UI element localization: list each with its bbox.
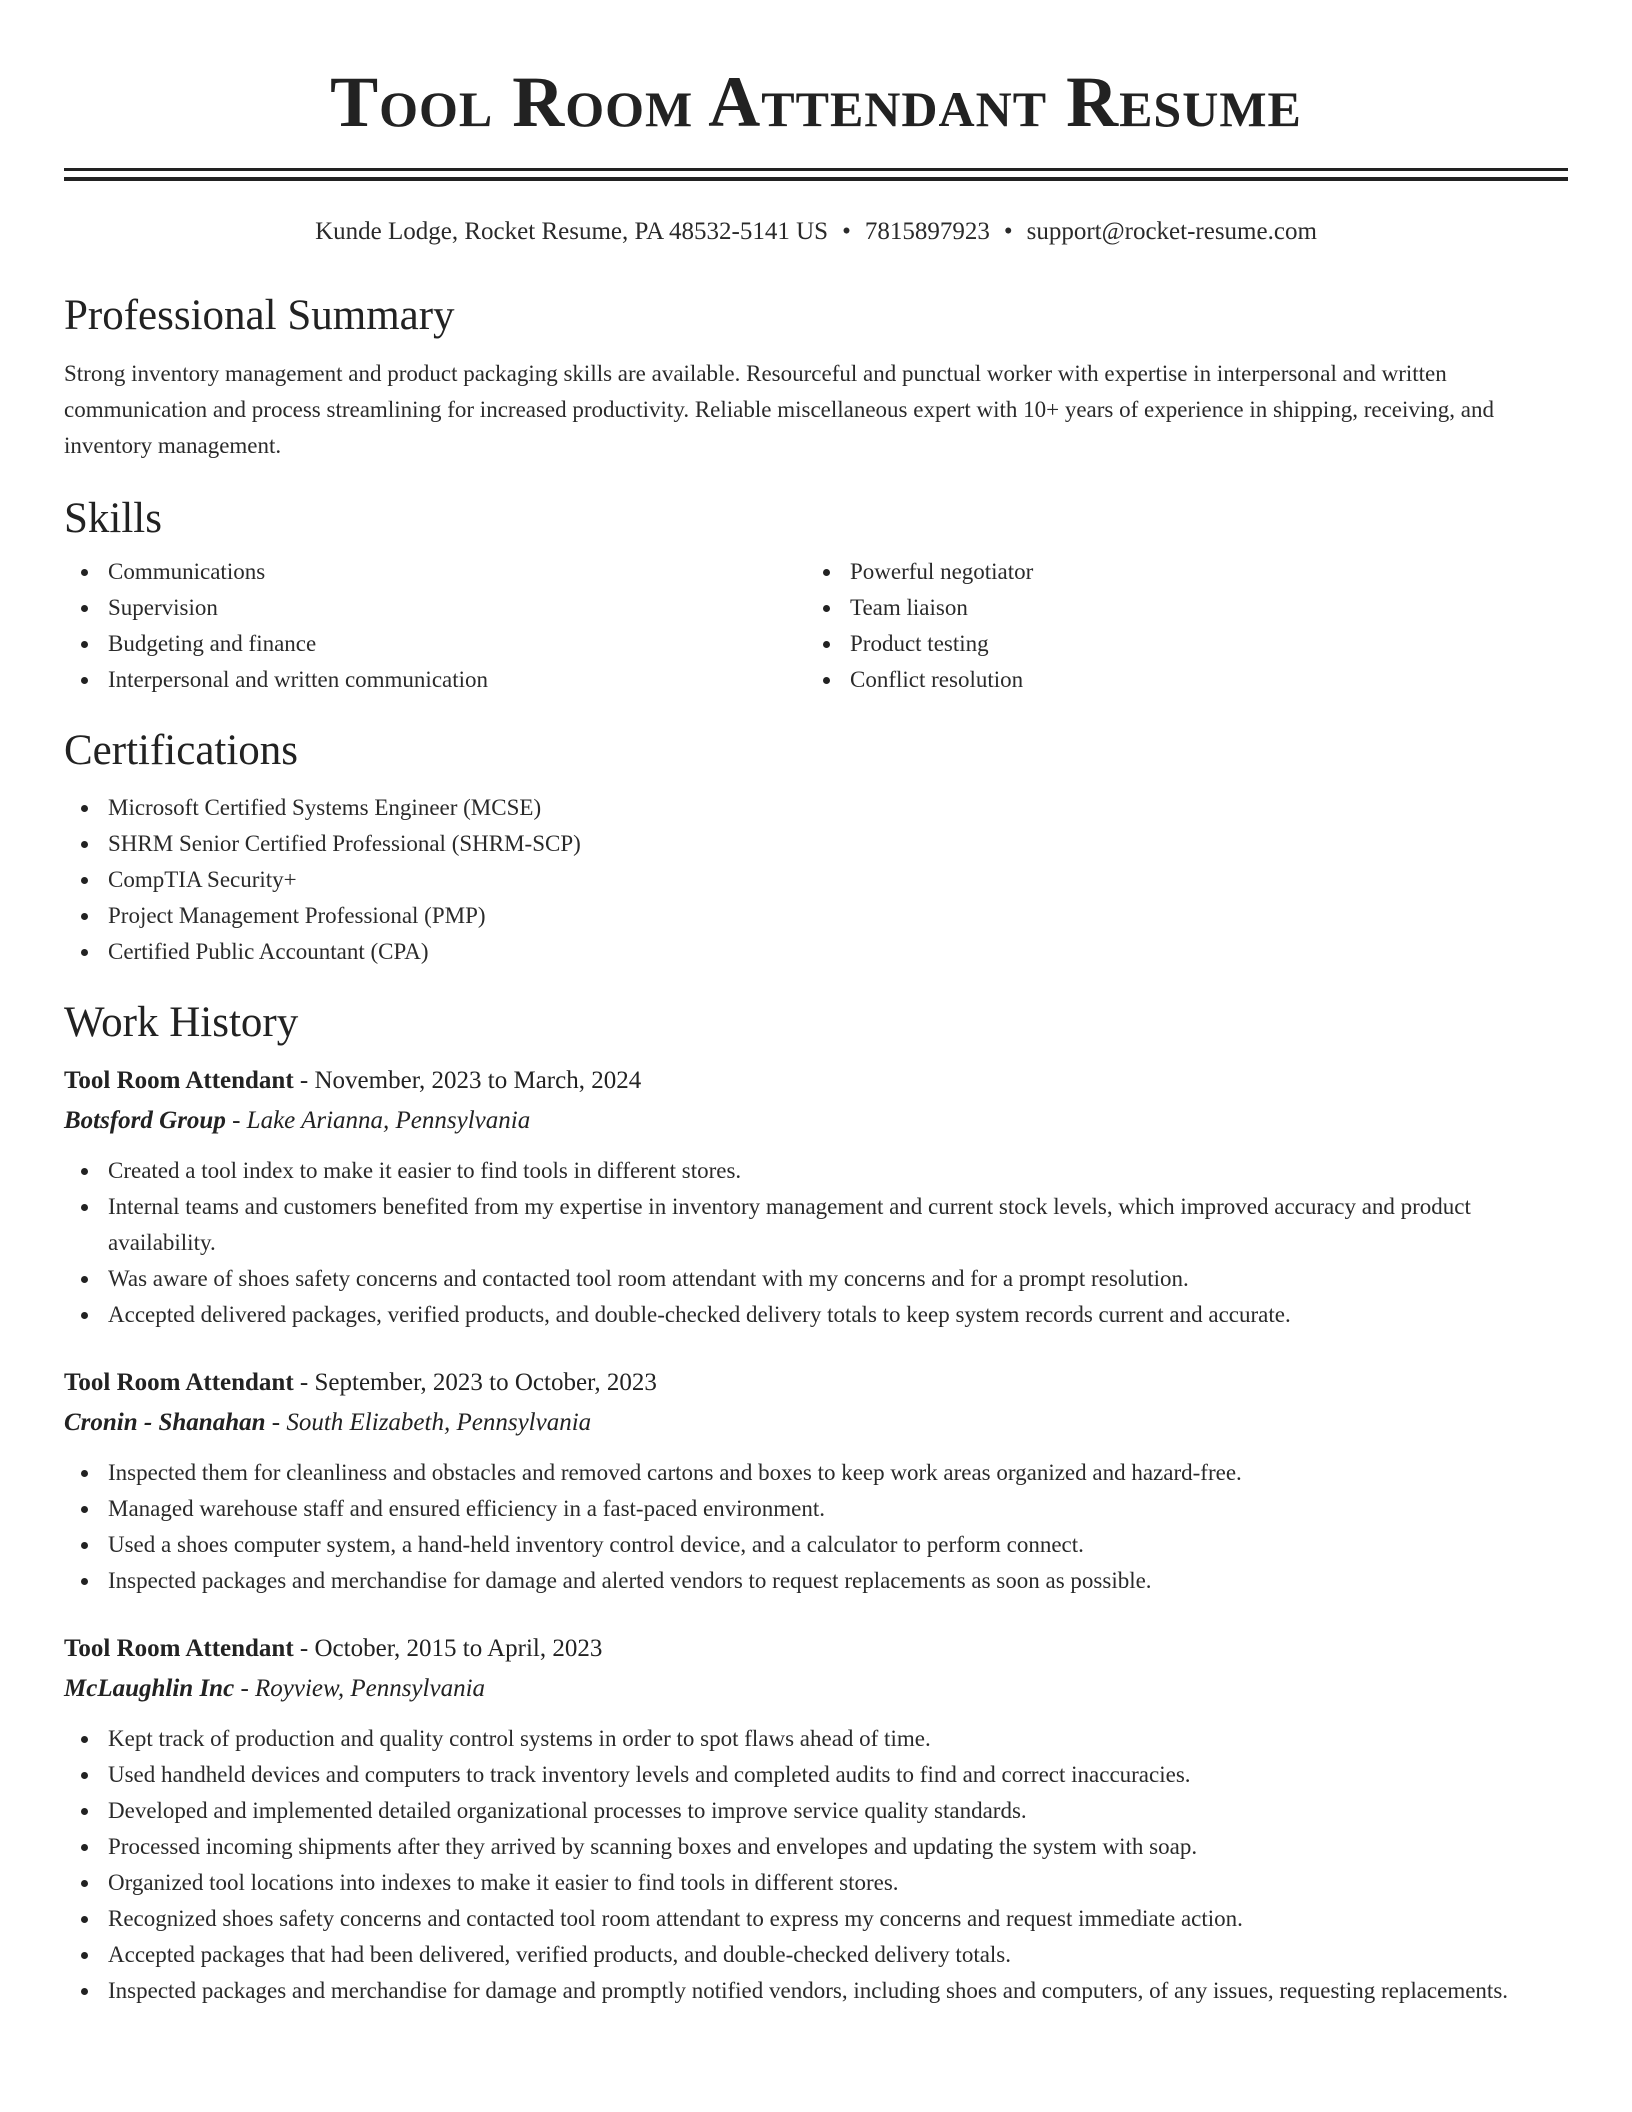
job-title-line [64,1061,1568,1101]
company-name: Botsford Group [64,1107,226,1134]
job-bullets [64,1153,1568,1333]
contact-email: support@rocket-resume.com [1026,218,1317,245]
contact-separator: • [1003,218,1013,245]
job-bullet: Created a tool index to make it easier to find tools in different stores. [64,1153,1568,1189]
job-bullet: Inspected packages and merchandise for damage and alerted vendors to request replacements as soon as possible. [64,1563,1568,1599]
job-bullets [64,1455,1568,1599]
summary-text: Strong inventory management and product packaging skills are available. Resourceful and punctual worker with expertise in interpersonal and written communication and process streamlining for increased productivity. Reliable miscellaneous expert with 10+ years of experience in shipping, receiving, and inventory management. [64,361,1495,458]
title-rule-top [64,168,1568,171]
company-line [64,1101,1568,1141]
job-title: Tool Room Attendant [64,1369,294,1396]
certification-item: CompTIA Security+ [64,862,1568,898]
company-location: - South Elizabeth, Pennsylvania [265,1409,592,1436]
skill-item: Conflict resolution [806,662,1548,698]
skill-item: Budgeting and finance [64,626,806,662]
job-bullet: Internal teams and customers benefited from my expertise in inventory management and current stock levels, which improved accuracy and product availability. [64,1189,1568,1261]
job-bullet: Organized tool locations into indexes to make it easier to find tools in different stores. [64,1865,1568,1901]
job-bullet: Processed incoming shipments after they arrived by scanning boxes and envelopes and updating the system with soap. [64,1829,1568,1865]
job-title-line [64,1629,1568,1669]
certifications-list [64,790,1568,970]
company-location: - Lake Arianna, Pennsylvania [225,1107,531,1134]
job-dates: - November, 2023 to March, 2024 [293,1067,642,1094]
job-bullet: Kept track of production and quality control systems in order to spot flaws ahead of time. [64,1721,1568,1757]
job-bullet: Inspected packages and merchandise for damage and promptly notified vendors, including shoes and computers, of any issues, requesting replacements. [64,1973,1568,2009]
job-dates: - September, 2023 to October, 2023 [293,1369,657,1396]
skills-list-right [806,554,1548,698]
job-bullet: Developed and implemented detailed organizational processes to improve service quality standards. [64,1793,1568,1829]
skills-columns [64,554,1568,698]
contact-phone: 7815897923 [864,218,990,245]
company-name: Cronin - Shanahan [64,1409,266,1436]
job-entry [64,1363,1568,1599]
certifications-heading: Certifications [64,727,299,774]
skill-item: Interpersonal and written communication [64,662,806,698]
job-bullet: Used a shoes computer system, a hand-held inventory control device, and a calculator to perform connect. [64,1527,1568,1563]
job-entry [64,1061,1568,1333]
summary-heading: Professional Summary [64,292,455,339]
certification-item: Project Management Professional (PMP) [64,898,1568,934]
job-bullet: Managed warehouse staff and ensured efficiency in a fast-paced environment. [64,1491,1568,1527]
company-line [64,1403,1568,1443]
contact-address: Kunde Lodge, Rocket Resume, PA 48532-5141 US [315,218,829,245]
title-rule-bottom [64,177,1568,181]
company-name: McLaughlin Inc [64,1675,235,1702]
job-title-line [64,1363,1568,1403]
job-bullet: Used handheld devices and computers to track inventory levels and completed audits to find and correct inaccuracies. [64,1757,1568,1793]
job-title: Tool Room Attendant [64,1067,294,1094]
job-bullet: Accepted delivered packages, verified products, and double-checked delivery totals to keep system records current and accurate. [64,1297,1568,1333]
certification-item: Certified Public Accountant (CPA) [64,934,1568,970]
skill-item: Powerful negotiator [806,554,1548,590]
job-bullet: Inspected them for cleanliness and obstacles and removed cartons and boxes to keep work areas organized and hazard-free. [64,1455,1568,1491]
job-entry [64,1629,1568,2009]
job-bullet: Was aware of shoes safety concerns and contacted tool room attendant with my concerns and for a prompt resolution. [64,1261,1568,1297]
skills-list-left [64,554,806,698]
contact-line [64,217,1568,247]
skill-item: Team liaison [806,590,1548,626]
job-bullet: Recognized shoes safety concerns and contacted tool room attendant to express my concerns and request immediate action. [64,1901,1568,1937]
company-line [64,1669,1568,1709]
contact-separator: • [842,218,851,245]
skill-item: Product testing [806,626,1548,662]
job-bullets [64,1721,1568,2009]
skill-item: Supervision [64,590,806,626]
job-title: Tool Room Attendant [64,1635,294,1662]
job-dates: - October, 2015 to April, 2023 [293,1635,603,1662]
skills-heading: Skills [64,495,162,542]
work-history-heading: Work History [64,999,299,1046]
company-location: - Royview, Pennsylvania [234,1675,486,1702]
job-bullet: Accepted packages that had been delivered, verified products, and double-checked delivery totals. [64,1937,1568,1973]
certification-item: SHRM Senior Certified Professional (SHRM-SCP) [64,826,1568,862]
certification-item: Microsoft Certified Systems Engineer (MCSE) [64,790,1568,826]
resume-title: Tool Room Attendant Resume [330,62,1302,142]
skill-item: Communications [64,554,806,590]
